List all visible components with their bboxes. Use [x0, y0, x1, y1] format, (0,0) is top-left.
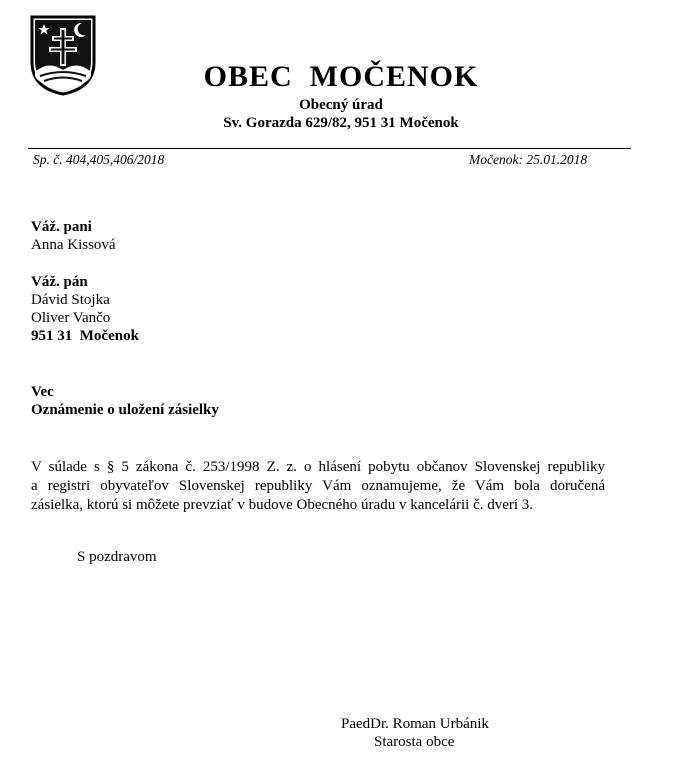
salutation-female: Váž. pani	[31, 219, 92, 235]
closing: S pozdravom	[77, 549, 157, 565]
office-name: Obecný úrad	[299, 97, 383, 113]
office-address: Sv. Gorazda 629/82, 951 31 Močenok	[223, 115, 459, 131]
file-number: Sp. č. 404,405,406/2018	[33, 152, 165, 167]
recipient-name: Anna Kissová	[31, 237, 116, 253]
signature-name: PaedDr. Roman Urbánik	[341, 716, 489, 732]
body-line: zásielka, ktorú si môžete prevziať v budove Obecného úradu v kancelárii č. dverí 3.	[31, 497, 534, 513]
subject-text: Oznámenie o uložení zásielky	[31, 402, 219, 418]
letter-body	[31, 458, 605, 515]
salutation-male: Váž. pán	[31, 274, 88, 290]
recipient-name: Dávid Stojka	[31, 292, 110, 308]
recipient-city: 951 31 Močenok	[31, 328, 139, 344]
municipality-title: OBEC MOČENOK	[203, 60, 479, 93]
place-date: Močenok: 25.01.2018	[469, 152, 588, 167]
body-line: a registri obyvateľov Slovenskej republiky Vám oznamujeme, že Vám bola doručená	[31, 478, 605, 494]
header-divider	[28, 148, 631, 149]
subject-label: Vec	[31, 384, 54, 400]
recipient-name: Oliver Vančo	[31, 310, 111, 326]
signature-title: Starosta obce	[374, 734, 455, 750]
body-line: V súlade s § 5 zákona č. 253/1998 Z. z. o hlásení pobytu občanov Slovenskej republiky	[31, 459, 605, 475]
